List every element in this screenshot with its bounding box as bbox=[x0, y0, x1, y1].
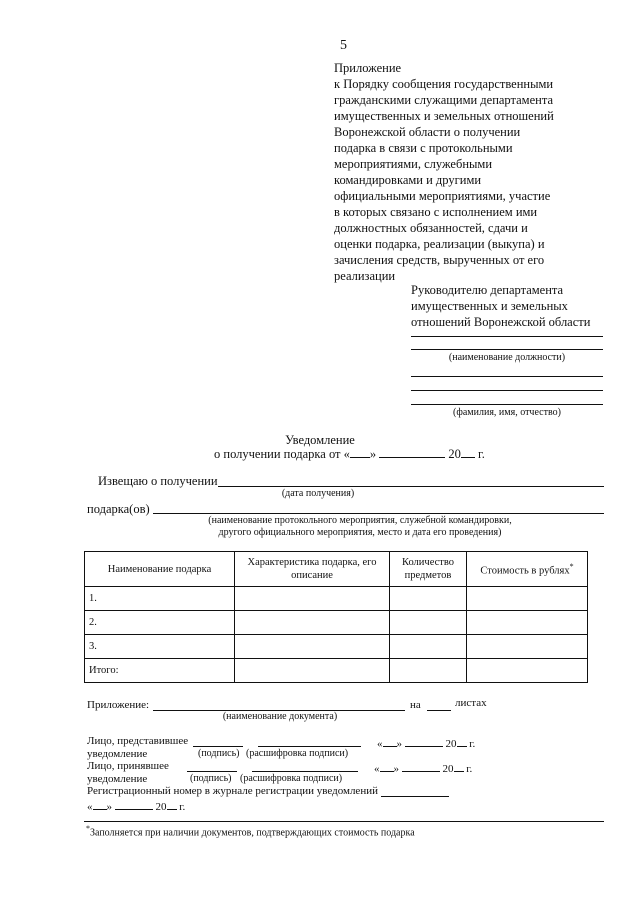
footnote-divider bbox=[84, 821, 604, 822]
gifts-label: подарка(ов) bbox=[87, 502, 150, 516]
name-line[interactable] bbox=[411, 376, 603, 377]
date-close: » bbox=[396, 738, 402, 750]
submitter-decode-line[interactable] bbox=[258, 746, 361, 747]
month-blank[interactable] bbox=[405, 735, 443, 747]
month-blank[interactable] bbox=[379, 446, 445, 458]
header-gift-description: Характеристика подарка, его описание bbox=[235, 552, 390, 587]
annex-line: зачисления средств, вырученных от его bbox=[334, 253, 545, 267]
page-number: 5 bbox=[340, 38, 347, 53]
day-blank[interactable] bbox=[93, 798, 107, 810]
footnote-text: Заполняется при наличии документов, подтверждающих стоимость подарка bbox=[90, 827, 415, 839]
sheets-count-line[interactable] bbox=[427, 710, 451, 711]
header-quantity: Количество предметов bbox=[390, 552, 467, 587]
table-row bbox=[85, 587, 588, 611]
decode-caption: (расшифровка подписи) bbox=[240, 773, 343, 784]
submitter-label-2: уведомление bbox=[87, 748, 148, 760]
header-cost-label: Стоимость в рублях bbox=[480, 565, 570, 577]
table-header-row bbox=[85, 552, 588, 587]
table-cell[interactable] bbox=[390, 659, 467, 683]
footnote bbox=[86, 823, 415, 839]
annex-line: имущественных и земельных отношений bbox=[334, 109, 554, 123]
footnote-mark: * bbox=[86, 824, 90, 833]
addressee-line: отношений Воронежской области bbox=[411, 315, 591, 329]
receipt-date-line[interactable] bbox=[218, 486, 604, 487]
receiver-label-1: Лицо, принявшее bbox=[87, 760, 169, 772]
table-row bbox=[85, 611, 588, 635]
date-close: » bbox=[106, 801, 112, 813]
day-blank[interactable] bbox=[350, 446, 370, 458]
registration-date bbox=[87, 798, 185, 814]
year-prefix: 20 bbox=[445, 738, 457, 750]
table-cell[interactable] bbox=[467, 611, 588, 635]
table-row bbox=[85, 635, 588, 659]
sign-caption: (подпись) bbox=[198, 748, 240, 759]
inform-label: Извещаю о получении bbox=[98, 474, 218, 488]
name-line[interactable] bbox=[411, 404, 603, 405]
notice-subtitle bbox=[214, 446, 485, 462]
table-cell[interactable] bbox=[467, 635, 588, 659]
annex-line: должностных обязанностей, сдачи и bbox=[334, 221, 528, 235]
receiver-label-2: уведомление bbox=[87, 773, 148, 785]
year-blank[interactable] bbox=[167, 798, 177, 810]
registration-label: Регистрационный номер в журнале регистрации уведомлений bbox=[87, 785, 378, 797]
submitter-label-1: Лицо, представившее bbox=[87, 735, 189, 747]
date-close: » bbox=[393, 763, 399, 775]
header-cost bbox=[467, 552, 588, 587]
table-cell[interactable] bbox=[390, 611, 467, 635]
table-cell[interactable] bbox=[235, 635, 390, 659]
row-number: 2. bbox=[85, 611, 235, 635]
name-line[interactable] bbox=[411, 390, 603, 391]
registration-number-line[interactable] bbox=[381, 796, 449, 797]
date-caption: (дата получения) bbox=[281, 488, 355, 499]
submitter-signature-line[interactable] bbox=[193, 746, 243, 747]
annex-line: оценки подарка, реализации (выкупа) и bbox=[334, 237, 545, 251]
row-number: 1. bbox=[85, 587, 235, 611]
gifts-table bbox=[84, 551, 588, 683]
table-cell[interactable] bbox=[235, 587, 390, 611]
addressee-line: имущественных и земельных bbox=[411, 299, 568, 313]
total-label: Итого: bbox=[85, 659, 235, 683]
month-blank[interactable] bbox=[402, 760, 440, 772]
attachment-on-label: на bbox=[410, 699, 421, 711]
annex-line: мероприятиями, служебными bbox=[334, 157, 493, 171]
annex-line: к Порядку сообщения государственными bbox=[334, 77, 554, 91]
year-prefix: 20 bbox=[155, 801, 167, 813]
receiver-signature-line[interactable] bbox=[187, 771, 237, 772]
year-blank[interactable] bbox=[454, 760, 464, 772]
event-caption-2: другого официального мероприятия, место и дата его проведения) bbox=[218, 527, 502, 538]
year-prefix: 20 bbox=[448, 447, 461, 461]
year-suffix: г. bbox=[478, 447, 485, 461]
event-caption-1: (наименование протокольного мероприятия, служебной командировки, bbox=[208, 515, 512, 526]
notice-title: Уведомление bbox=[285, 433, 355, 447]
addressee-line: Руководителю департамента bbox=[411, 283, 564, 297]
annex-line: в которых связано с исполнением ими bbox=[334, 205, 538, 219]
annex-line: Воронежской области о получении bbox=[334, 125, 521, 139]
table-cell[interactable] bbox=[467, 587, 588, 611]
position-caption: (наименование должности) bbox=[448, 352, 566, 363]
attachment-label: Приложение: bbox=[87, 699, 150, 711]
date-open: « bbox=[374, 763, 380, 775]
day-blank[interactable] bbox=[383, 735, 397, 747]
footnote-mark: * bbox=[569, 562, 574, 572]
receiver-decode-line[interactable] bbox=[252, 771, 358, 772]
month-blank[interactable] bbox=[115, 798, 153, 810]
year-prefix: 20 bbox=[442, 763, 454, 775]
day-blank[interactable] bbox=[380, 760, 394, 772]
table-cell[interactable] bbox=[390, 587, 467, 611]
notice-subtitle-start: о получении подарка от « bbox=[214, 447, 350, 461]
sign-caption: (подпись) bbox=[190, 773, 232, 784]
table-total-row bbox=[85, 659, 588, 683]
name-caption: (фамилия, имя, отчество) bbox=[453, 407, 561, 418]
table-cell[interactable] bbox=[235, 659, 390, 683]
quote-close: » bbox=[369, 447, 377, 461]
row-number: 3. bbox=[85, 635, 235, 659]
receiver-date bbox=[374, 760, 472, 776]
annex-line: командировками и другими bbox=[334, 173, 482, 187]
date-open: « bbox=[377, 738, 383, 750]
year-blank[interactable] bbox=[461, 446, 475, 458]
year-blank[interactable] bbox=[457, 735, 467, 747]
year-suffix: г. bbox=[469, 738, 476, 750]
addressee-block bbox=[411, 282, 611, 330]
annex-line: Приложение bbox=[334, 61, 402, 75]
annex-line: реализации bbox=[334, 269, 396, 283]
attachment-caption: (наименование документа) bbox=[222, 711, 338, 722]
header-gift-name: Наименование подарка bbox=[85, 552, 235, 587]
submitter-date bbox=[377, 735, 475, 751]
table-cell[interactable] bbox=[235, 611, 390, 635]
table-cell[interactable] bbox=[390, 635, 467, 659]
event-line[interactable] bbox=[153, 513, 604, 514]
annex-line: гражданскими служащими департамента bbox=[334, 93, 553, 107]
position-line[interactable] bbox=[411, 349, 603, 350]
annex-line: официальными мероприятиями, участие bbox=[334, 189, 551, 203]
position-line[interactable] bbox=[411, 336, 603, 337]
table-cell[interactable] bbox=[467, 659, 588, 683]
decode-caption: (расшифровка подписи) bbox=[246, 748, 349, 759]
date-open: « bbox=[87, 801, 93, 813]
annex-line: подарка в связи с протокольными bbox=[334, 141, 513, 155]
year-suffix: г. bbox=[179, 801, 186, 813]
year-suffix: г. bbox=[466, 763, 473, 775]
annex-heading bbox=[334, 60, 614, 284]
attachment-sheets-label: листах bbox=[455, 697, 487, 709]
